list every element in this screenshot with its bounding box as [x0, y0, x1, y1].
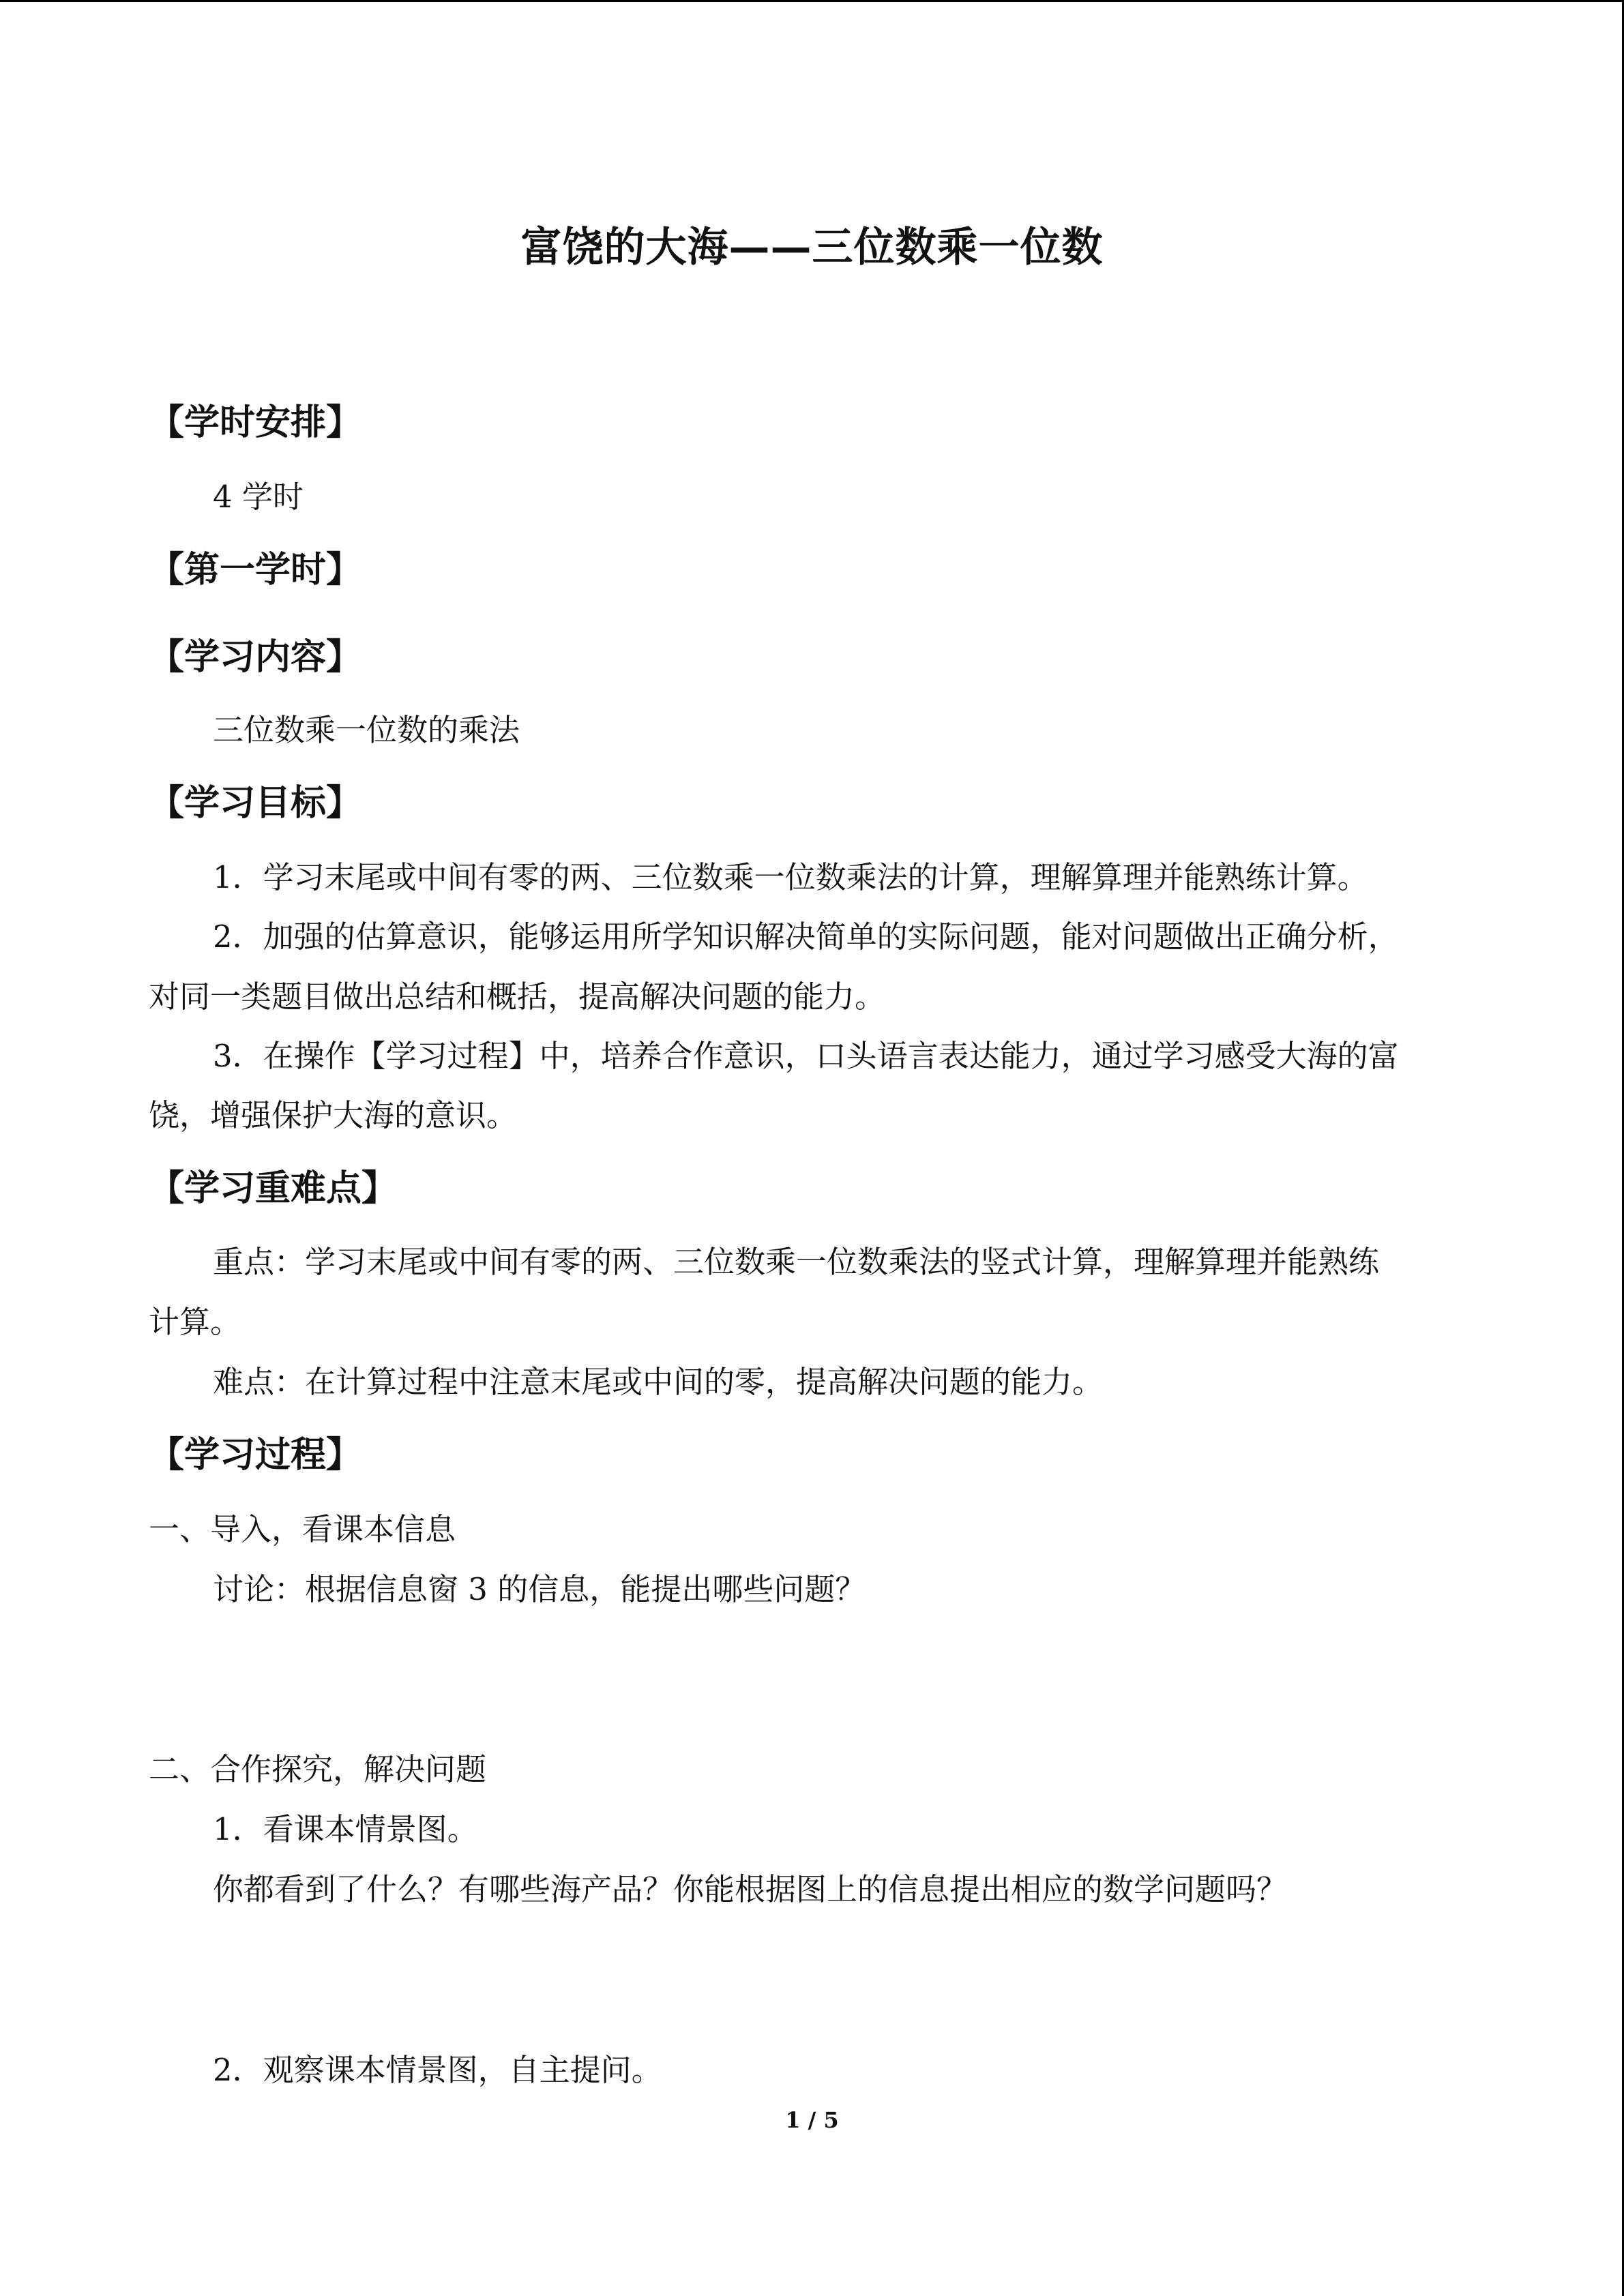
- process-part-1-title: 一、导入，看课本信息: [149, 1511, 456, 1547]
- heading-first-period: 【第一学时】: [149, 550, 362, 591]
- key-point-line-1: 重点：学习末尾或中间有零的两、三位数乘一位数乘法的竖式计算，理解算理并能熟练: [213, 1244, 1380, 1280]
- heading-goals: 【学习目标】: [149, 783, 362, 824]
- heading-key-points: 【学习重难点】: [149, 1168, 398, 1209]
- difficulty-text: 难点：在计算过程中注意末尾或中间的零，提高解决问题的能力。: [213, 1364, 1104, 1400]
- goal-item-3-line-1: 3．在操作【学习过程】中，培养合作意识，口头语言表达能力，通过学习感受大海的富: [213, 1038, 1399, 1074]
- page-title: 富饶的大海——三位数乘一位数: [520, 224, 1104, 271]
- goal-item-2-line-2: 对同一类题目做出总结和概括，提高解决问题的能力。: [149, 979, 886, 1015]
- goal-item-1: 1．学习末尾或中间有零的两、三位数乘一位数乘法的计算，理解算理并能熟练计算。: [213, 859, 1368, 895]
- schedule-text: 4 学时: [213, 479, 304, 515]
- process-part-2-title: 二、合作探究，解决问题: [149, 1751, 487, 1787]
- process-part-1-text: 讨论：根据信息窗 3 的信息，能提出哪些问题？: [213, 1571, 866, 1607]
- goal-item-3-line-2: 饶，增强保护大海的意识。: [149, 1097, 518, 1133]
- process-part-2-item-2: 2．观察课本情景图，自主提问。: [213, 2052, 662, 2088]
- heading-content: 【学习内容】: [149, 637, 362, 678]
- page-number: 1 / 5: [785, 2107, 839, 2133]
- heading-schedule: 【学时安排】: [149, 402, 362, 443]
- goal-item-2-line-1: 2．加强的估算意识，能够运用所学知识解决简单的实际问题，能对问题做出正确分析，: [213, 919, 1399, 955]
- process-part-2-item-1: 1．看课本情景图。: [213, 1811, 478, 1847]
- key-point-line-2: 计算。: [149, 1304, 241, 1340]
- content-text: 三位数乘一位数的乘法: [213, 712, 520, 748]
- process-part-2-item-1-text: 你都看到了什么？有哪些海产品？你能根据图上的信息提出相应的数学问题吗？: [213, 1871, 1288, 1907]
- heading-process: 【学习过程】: [149, 1435, 362, 1476]
